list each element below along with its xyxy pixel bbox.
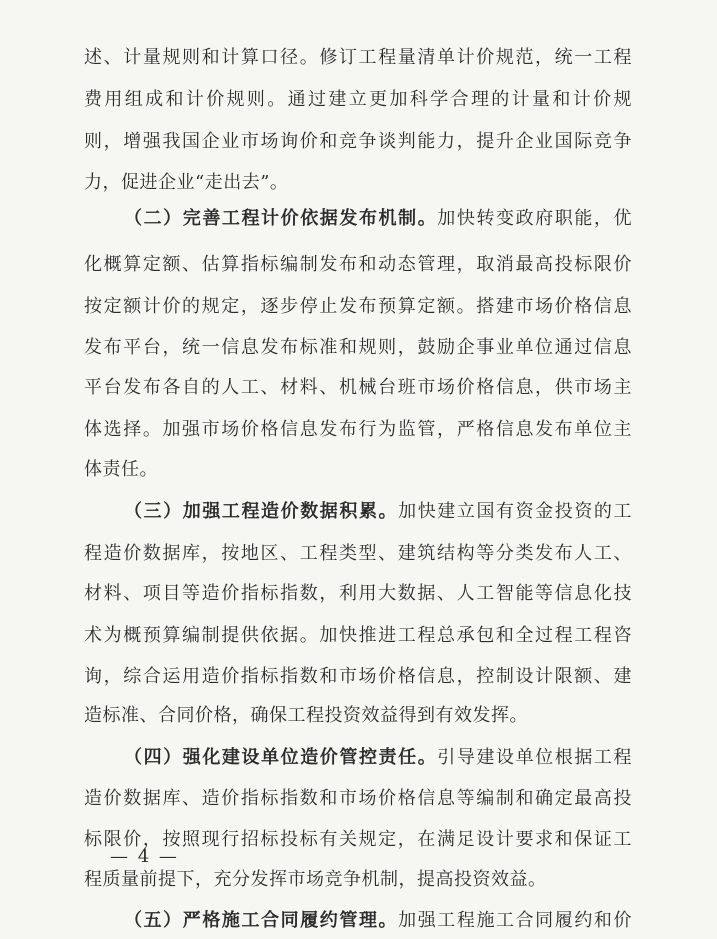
body-text-line: 则，增强我国企业市场询价和竞争谈判能力，提升企业国际竞争 xyxy=(84,131,632,152)
section-heading-line: （二）完善工程计价依据发布机制。加快转变政府职能，优 xyxy=(124,208,633,229)
section-heading: （三）加强工程造价数据积累。 xyxy=(124,501,399,522)
section-heading-line: （五）严格施工合同履约管理。加强工程施工合同履约和价 xyxy=(124,910,633,931)
body-text-line: 造标准、合同价格，确保工程投资效益得到有效发挥。 xyxy=(84,705,528,726)
section-heading: （二）完善工程计价依据发布机制。 xyxy=(124,208,438,229)
body-text-line: 发布平台，统一信息发布标准和规则，鼓励企事业单位通过信息 xyxy=(84,337,632,358)
body-text-line: 平台发布各自的人工、材料、机械台班市场价格信息，供市场主 xyxy=(84,377,632,398)
section-heading-line: （三）加强工程造价数据积累。加快建立国有资金投资的工 xyxy=(124,501,633,522)
section-heading: （四）强化建设单位造价管控责任。 xyxy=(124,747,438,768)
body-text-line: 费用组成和计价规则。通过建立更加科学合理的计量和计价规 xyxy=(84,89,632,110)
body-text-line: 询，综合运用造价指标指数和市场价格信息，控制设计限额、建 xyxy=(84,666,632,687)
body-text-line: 力，促进企业“走出去”。 xyxy=(84,172,289,193)
body-text-line: 材料、项目等造价指标指数，利用大数据、人工智能等信息化技 xyxy=(84,583,632,604)
body-text-line: 按定额计价的规定，逐步停止发布预算定额。搭建市场价格信息 xyxy=(84,296,632,317)
body-text-line: 术为概预算编制提供依据。加快推进工程总承包和全过程工程咨 xyxy=(84,625,632,646)
section-heading-line: （四）强化建设单位造价管控责任。引导建设单位根据工程 xyxy=(124,747,633,768)
body-text-line: 程造价数据库，按地区、工程类型、建筑结构等分类发布人工、 xyxy=(84,543,632,564)
body-text-line: 体选择。加强市场价格信息发布行为监管，严格信息发布单位主 xyxy=(84,419,632,440)
page-number: — 4 — xyxy=(110,846,179,867)
body-text-line: 化概算定额、估算指标编制发布和动态管理，取消最高投标限价 xyxy=(84,254,632,275)
body-text-line: 标限价，按照现行招标投标有关规定，在满足设计要求和保证工 xyxy=(84,829,632,850)
section-heading: （五）严格施工合同履约管理。 xyxy=(124,910,399,931)
body-text-line: 造价数据库、造价指标指数和市场价格信息等编制和确定最高投 xyxy=(84,788,632,809)
body-text-line: 体责任。 xyxy=(84,459,158,480)
body-text-line: 程质量前提下，充分发挥市场竞争机制，提高投资效益。 xyxy=(84,869,547,890)
body-text-line: 述、计量规则和计算口径。修订工程量清单计价规范，统一工程 xyxy=(84,47,632,68)
